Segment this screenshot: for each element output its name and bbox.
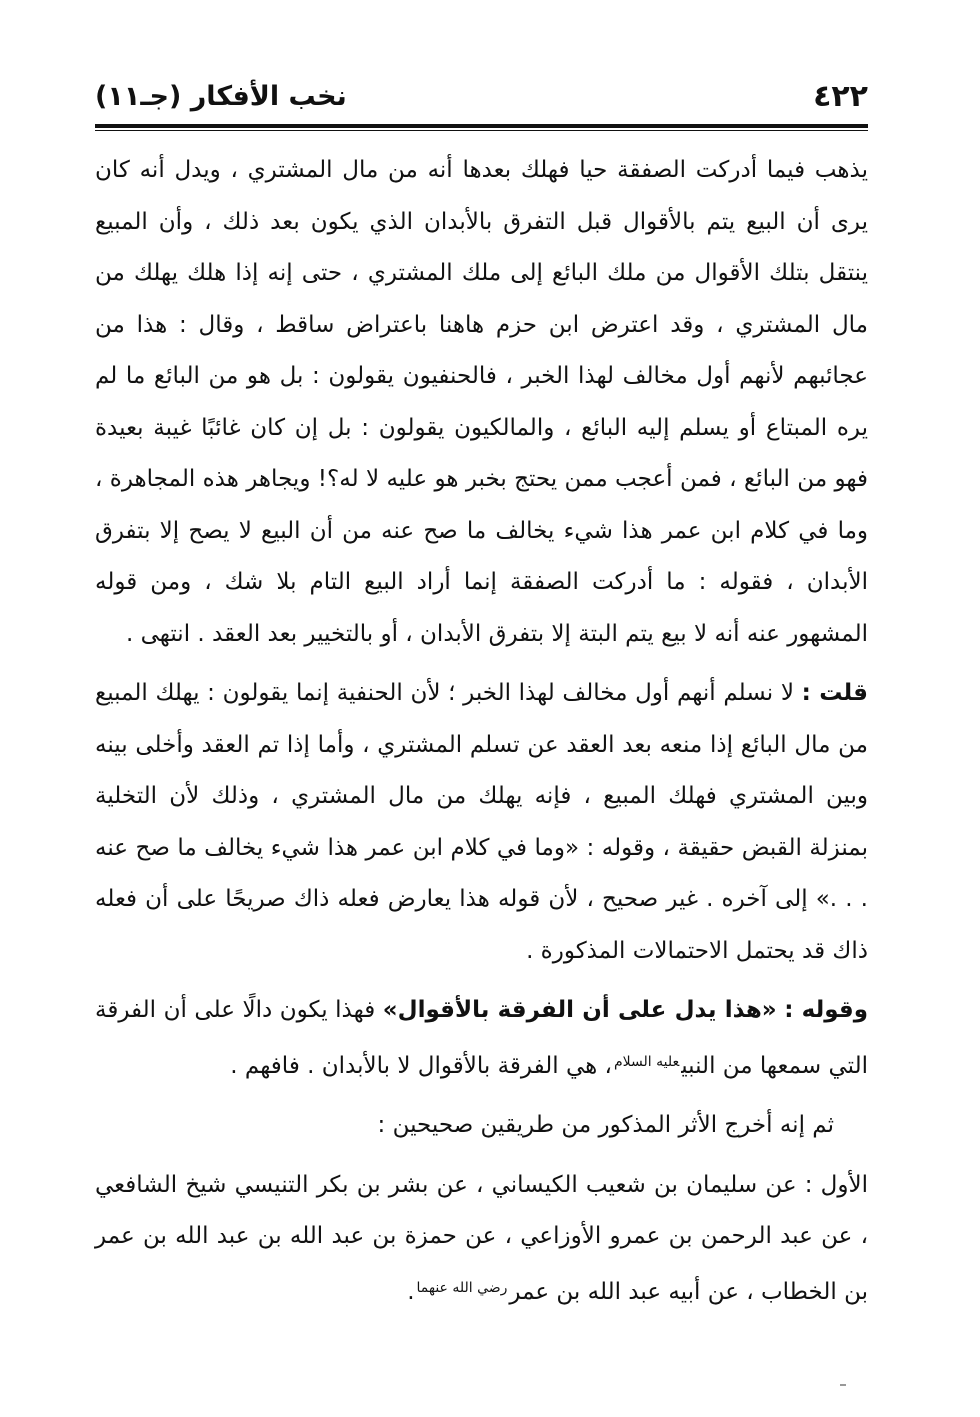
- paragraph-text: لا نسلم أنهم أول مخالف لهذا الخبر ؛ لأن الحنفية إنما يقولون : يهلك المبيع من مال البائع إذا منعه بعد العقد عن تسلم المشتري ، وأما إذا تم العقد وأخلى بينه وبين المشتري فهلك المبيع ، فإنه يهلك من مال المشتري ، وذلك لأن التخلية بمنزلة القبض حقيقة ، وقوله : «وما في كلام ابن عمر هذا شيء يخالف ما صح عنه . . .» إلى آخره . غير صحيح ، لأن قوله هذا يعارض فعله ذاك صريحًا على أن فعله ذاك قد يحتمل الاحتمالات المذكورة .: [95, 680, 868, 964]
- paragraph-intro: [95, 1100, 868, 1152]
- paragraph-continuation: [95, 145, 868, 660]
- quoted-phrase: «هذا يدل على أن الفرقة بالأقوال»: [382, 997, 777, 1023]
- paragraph-text: ، هي الفرقة بالأقوال لا بالأبدان . فافهم .: [230, 1052, 612, 1079]
- main-text: [95, 145, 868, 1326]
- paragraph-text: يذهب فيما أدركت الصفقة حيا فهلك بعدها أنه من مال المشتري ، ويدل أنه كان يرى أن البيع يتم بالأقوال قبل التفرق بالأبدان الذي يكون بعد ذلك ، وأن المبيع ينتقل بتلك الأقوال من ملك البائع إلى ملك المشتري ، حتى إنه إذا هلك يهلك من مال المشتري ، وقد اعترض ابن حزم هاهنا باعتراض ساقط ، وقال : هذا من عجائبهم لأنهم أول مخالف لهذا الخبر ، فالحنفيون يقولون : بل هو من البائع ما لم يره المبتاع أو يسلم إليه البائع ، والمالكيون يقولون : بل إن كان غائبًا غيبة بعيدة فهو من البائع ، فمن أعجب ممن يحتج بخبر هو عليه لا له؟! ويجاهر هذه المجاهرة ، وما في كلام ابن عمر هذا شيء يخالف ما صح عنه من أن البيع لا يصح إلا بتفرق الأبدان ، فقوله : ما أدركت الصفقة إنما أراد البيع التام بلا شك ، ومن قوله المشهور عنه أنه لا بيع يتم البتة إلا بتفرق الأبدان ، أو بالتخيير بعد العقد . انتهى .: [95, 157, 868, 647]
- page-number: ٤٢٢: [813, 78, 868, 114]
- honorific-symbol: عليه السلام: [613, 1053, 680, 1070]
- header-rule-thick: [95, 124, 868, 128]
- book-title: نخب الأفكار (جـ١١): [95, 80, 347, 112]
- paragraph-wa-qawluhu: [95, 985, 868, 1092]
- paragraph-lead-word: وقوله :: [784, 997, 869, 1023]
- paragraph-text: ثم إنه أخرج الأثر المذكور من طريقين صحيحين :: [377, 1112, 834, 1138]
- paragraph-first-chain: [95, 1160, 868, 1319]
- paragraph-text: الأول : عن سليمان بن شعيب الكيساني ، عن بشر بن بكر التنيسي شيخ الشافعي ، عن عبد الرحمن بن عمرو الأوزاعي ، عن حمزة بن عبد الله بن عبد الله بن عمر بن الخطاب ، عن أبيه عبد الله بن عمر: [95, 1171, 868, 1305]
- paragraph-lead-word: قلت :: [801, 680, 868, 706]
- paragraph-text: فهذا يكون دالًا على أن الفرقة التي سمعها من النبي: [95, 997, 868, 1079]
- running-header: [95, 70, 868, 122]
- honorific-symbol: رضي الله عنهما: [416, 1279, 508, 1296]
- paragraph-qultu: [95, 668, 868, 977]
- paragraph-end: .: [407, 1278, 415, 1305]
- scan-mark: [840, 1384, 846, 1386]
- header-rule-thin: [95, 130, 868, 131]
